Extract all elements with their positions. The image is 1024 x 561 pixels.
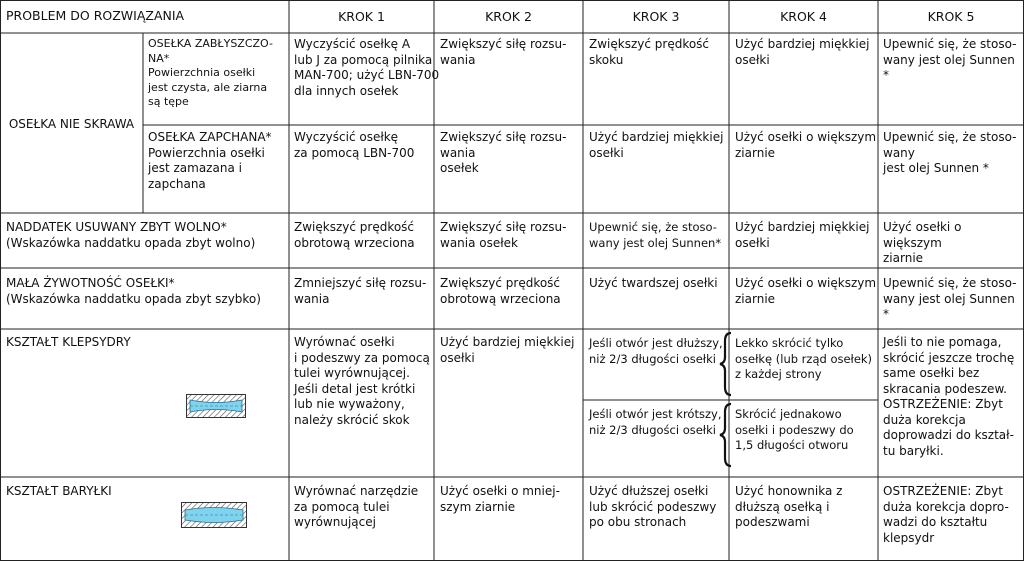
cell-klepsydra-k2: Użyć bardziej miękkiej osełki bbox=[440, 335, 575, 365]
cell-zablyszczona-k4: Użyć bardziej miękkiej osełki bbox=[735, 37, 870, 67]
cell-zablyszczona-k1: Wyczyścić osełkę A lub J za pomocą pilnika MAN-700; użyć LBN-700 dla innych osełek bbox=[294, 37, 440, 98]
cell-barylka-k1: Wyrównać narzędzie za pomocą tulei wyrównującej bbox=[294, 484, 419, 529]
cell-klepsydra-k3a: Jeśli otwór jest dłuższy, niż 2/3 długości osełki bbox=[589, 336, 723, 366]
row-label-barylka: KSZTAŁT BARYŁKI bbox=[6, 484, 112, 498]
header-step-4: KROK 4 bbox=[780, 9, 827, 24]
header-step-2: KROK 2 bbox=[485, 9, 532, 24]
cell-zywotnosc-k3: Użyć twardszej osełki bbox=[589, 276, 718, 290]
cell-zapchana-k5: Upewnić się, że stoso- wany jest olej Sunnen * bbox=[883, 130, 1017, 175]
row-label-klepsydra: KSZTAŁT KLEPSYDRY bbox=[6, 335, 131, 349]
cell-zapchana-k4: Użyć osełki o większym ziarnie bbox=[735, 130, 877, 160]
cell-barylka-k4: Użyć honownika z dłuższą osełką i podeszwami bbox=[735, 484, 843, 529]
cell-zablyszczona-k5: Upewnić się, że stoso- wany jest olej Sunnen * bbox=[883, 37, 1017, 82]
header-step-1: KROK 1 bbox=[338, 9, 385, 24]
cell-klepsydra-k4b: Skrócić jednakowo osełki i podeszwy do 1,5 długości otworu bbox=[735, 407, 854, 452]
barrel-bore-diagram-icon bbox=[181, 502, 247, 528]
cell-naddatek-k4: Użyć bardziej miękkiej osełki bbox=[735, 220, 870, 250]
row-label-zywotnosc: MAŁA ŻYWOTNOŚĆ OSEŁKI* (Wskazówka naddatku opada zbyt szybko) bbox=[6, 276, 261, 306]
subrow-label-zablyszczona: OSEŁKA ZABŁYSZCZO- NA* Powierzchnia osełki jest czysta, ale ziarna są tępe bbox=[148, 37, 273, 108]
row-label-nie-skrawa: OSEŁKA NIE SKRAWA bbox=[8, 117, 135, 131]
header-step-5: KROK 5 bbox=[927, 9, 975, 24]
cell-barylka-k5: OSTRZEŻENIE: Zbyt duża korekcja dopro- wadzi do kształtu klepsydr bbox=[883, 484, 1009, 545]
cell-barylka-k3: Użyć dłuższej osełki lub skrócić podeszwy po obu stronach bbox=[589, 484, 717, 529]
curly-brace-icon bbox=[719, 331, 733, 397]
cell-zywotnosc-k5: Upewnić się, że stoso- wany jest olej Sunnen * bbox=[883, 276, 1017, 321]
cell-naddatek-k5: Użyć osełki o większym ziarnie bbox=[883, 220, 962, 265]
header-step-3: KROK 3 bbox=[632, 9, 680, 24]
cell-zablyszczona-k2: Zwiększyć siłę rozsu- wania bbox=[440, 37, 567, 67]
cell-barylka-k2: Użyć osełki o mniej- szym ziarnie bbox=[440, 484, 560, 514]
cell-naddatek-k2: Zwiększyć siłę rozsu- wania osełek bbox=[440, 220, 567, 250]
cell-klepsydra-k4a: Lekko skrócić tylko osełkę (lub rząd osełek) z każdej strony bbox=[735, 336, 873, 381]
curly-brace-icon bbox=[719, 402, 733, 468]
cell-naddatek-k3: Upewnić się, że stoso- wany jest olej Sunnen* bbox=[589, 220, 722, 250]
row-label-naddatek: NADDATEK USUWANY ZBYT WOLNO* (Wskazówka naddatku opada zbyt wolno) bbox=[6, 220, 256, 250]
cell-zapchana-k1: Wyczyścić osełkę za pomocą LBN-700 bbox=[294, 130, 415, 160]
cell-zapchana-k2: Zwiększyć siłę rozsu- wania osełek bbox=[440, 130, 567, 175]
subrow-label-zapchana: OSEŁKA ZAPCHANA* Powierzchnia osełki jest zamazana i zapchana bbox=[148, 130, 272, 191]
cell-zablyszczona-k3: Zwiększyć prędkość skoku bbox=[589, 37, 710, 67]
cell-naddatek-k1: Zwiększyć prędkość obrotową wrzeciona bbox=[294, 220, 415, 250]
cell-zywotnosc-k1: Zmniejszyć siłę rozsu- wania bbox=[294, 276, 427, 306]
cell-zapchana-k3: Użyć bardziej miękkiej osełki bbox=[589, 130, 724, 160]
header-problem: PROBLEM DO ROZWIĄZANIA bbox=[6, 8, 185, 23]
cell-klepsydra-k3b: Jeśli otwór jest krótszy, niż 2/3 długości osełki bbox=[589, 407, 722, 437]
cell-zywotnosc-k2: Zwiększyć prędkość obrotową wrzeciona bbox=[440, 276, 561, 306]
cell-klepsydra-k5: Jeśli to nie pomaga, skrócić jeszcze trochę same osełki bez skracania podeszew. OSTRZEŻENIE: Zbyt duża korekcja doprowadzi do kształ- tu baryłki. bbox=[883, 335, 1015, 458]
cell-klepsydra-k1: Wyrównać osełki i podeszwy za pomocą tulei wyrównującej. Jeśli detal jest krótki lub nie wyważony, należy skrócić skok bbox=[294, 335, 430, 427]
hourglass-bore-diagram-icon bbox=[186, 394, 246, 418]
cell-zywotnosc-k4: Użyć osełki o większym ziarnie bbox=[735, 276, 877, 306]
